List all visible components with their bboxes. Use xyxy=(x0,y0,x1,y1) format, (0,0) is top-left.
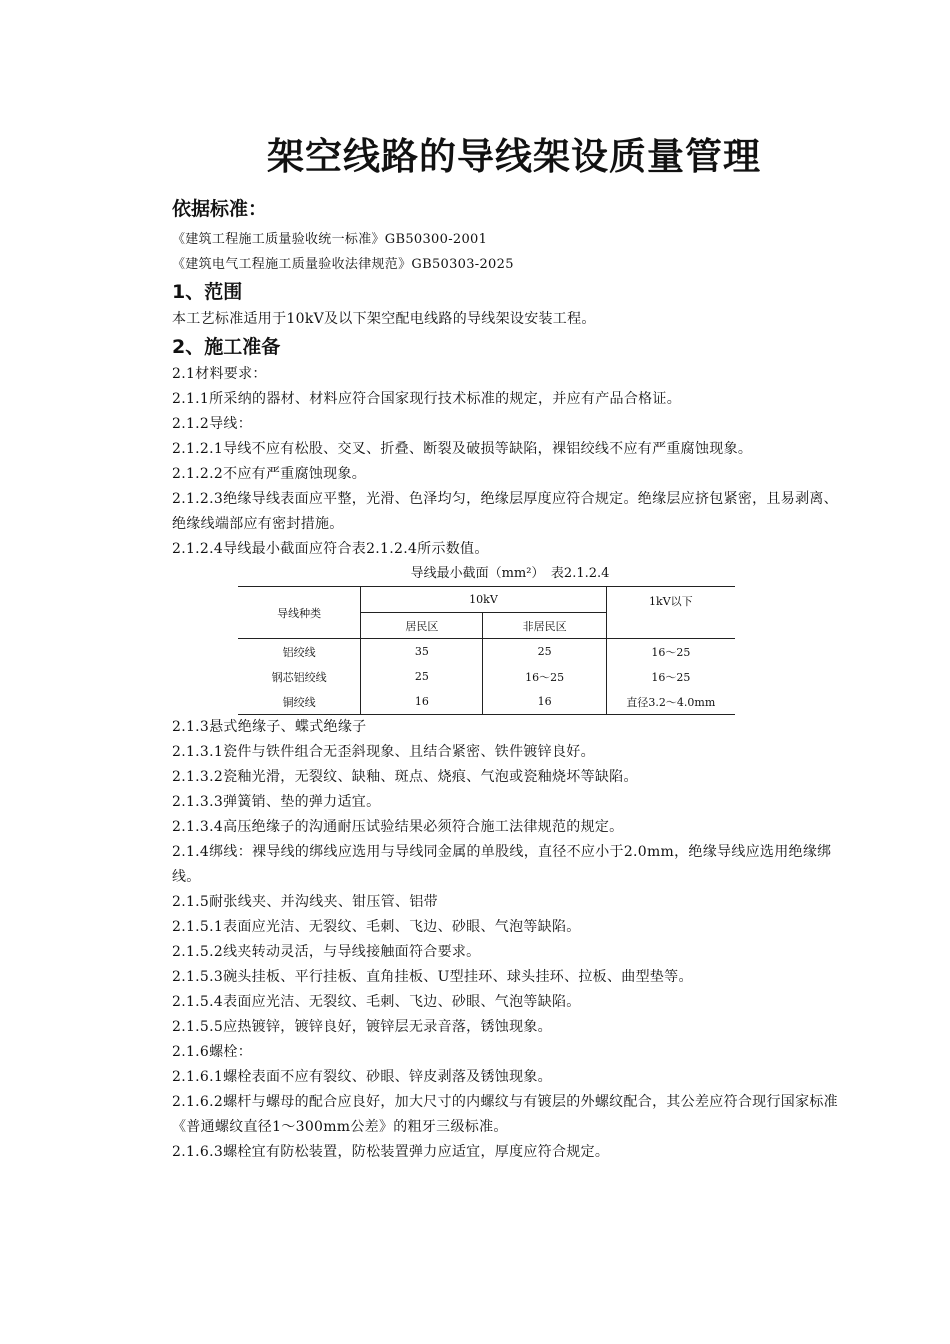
paragraph: 2.1.5.5应热镀锌，镀锌良好，镀锌层无录音落，锈蚀现象。 xyxy=(172,1019,552,1035)
table-header-residential: 居民区 xyxy=(361,613,483,639)
table-cell: 25 xyxy=(361,664,483,689)
table-header-1kv: 1kV以下 xyxy=(606,587,735,639)
paragraph: 2.1.5.3碗头挂板、平行挂板、直角挂板、U型挂环、球头挂环、拉板、曲型垫等。 xyxy=(172,969,693,985)
paragraph: 2.1.2.2不应有严重腐蚀现象。 xyxy=(172,466,367,482)
table-row xyxy=(238,639,735,665)
table-caption: 导线最小截面（mm²） 表2.1.2.4 xyxy=(410,566,610,581)
paragraph: 2.1.6.2螺杆与螺母的配合应良好，加大尺寸的内螺纹与有镀层的外螺纹配合，其公差应符合现行国家标准《普通螺纹直径1～300mm公差》的粗牙三级标准。 xyxy=(172,1094,838,1135)
paragraph: 2.1.6.3螺栓宜有防松装置，防松装置弹力应适宜，厚度应符合规定。 xyxy=(172,1144,610,1160)
basis-heading: 依据标准： xyxy=(172,198,268,220)
paragraph: 2.1.4绑线：裸导线的绑线应选用与导线同金属的单股线，直径不应小于2.0mm，绝缘导线应选用绝缘绑线。 xyxy=(172,844,832,885)
table-cell: 直径3.2～4.0mm xyxy=(606,689,735,715)
standard-ref-2: 《建筑电气工程施工质量验收法律规范》GB50303-2025 xyxy=(172,257,514,272)
table-header-type: 导线种类 xyxy=(238,587,361,639)
table-cell: 钢芯铝绞线 xyxy=(271,670,327,684)
scope-text: 本工艺标准适用于10kV及以下架空配电线路的导线架设安装工程。 xyxy=(172,311,596,327)
scope-heading: 1、范围 xyxy=(172,281,243,303)
paragraph: 2.1.5.4表面应光洁、无裂纹、毛刺、飞边、砂眼、气泡等缺陷。 xyxy=(172,994,581,1010)
paragraph: 2.1材料要求： xyxy=(172,366,267,382)
table-cell: 25 xyxy=(483,639,606,665)
table-row xyxy=(238,664,735,689)
document-body xyxy=(172,194,840,1165)
table-cell: 铝绞线 xyxy=(282,645,316,659)
paragraph: 2.1.3.2瓷釉光滑，无裂纹、缺釉、斑点、烧痕、气泡或瓷釉烧坏等缺陷。 xyxy=(172,769,638,785)
paragraph: 2.1.5.2线夹转动灵活，与导线接触面符合要求。 xyxy=(172,944,481,960)
paragraph: 2.1.6.1螺栓表面不应有裂纹、砂眼、锌皮剥落及锈蚀现象。 xyxy=(172,1069,552,1085)
table-header-nonresidential: 非居民区 xyxy=(483,613,606,639)
paragraph: 2.1.2导线： xyxy=(172,416,253,432)
standard-ref-1: 《建筑工程施工质量验收统一标准》GB50300-2001 xyxy=(172,232,488,247)
min-cross-section-table xyxy=(238,586,735,715)
table-cell: 16 xyxy=(483,689,606,715)
paragraph: 2.1.1所采纳的器材、材料应符合国家现行技术标准的规定，并应有产品合格证。 xyxy=(172,391,682,407)
paragraph: 2.1.3悬式绝缘子、蝶式绝缘子 xyxy=(172,719,367,735)
document-title: 架空线路的导线架设质量管理 xyxy=(267,135,761,178)
table-cell: 16～25 xyxy=(606,664,735,689)
table-row xyxy=(238,689,735,715)
table-cell: 16 xyxy=(361,689,483,715)
table-cell: 铜绞线 xyxy=(238,689,361,715)
table-cell: 16～25 xyxy=(483,664,606,689)
paragraph: 2.1.2.3绝缘导线表面应平整，光滑、色泽均匀，绝缘层厚度应符合规定。绝缘层应挤包紧密，且易剥离、绝缘线端部应有密封措施。 xyxy=(172,491,838,532)
paragraph: 2.1.5耐张线夹、并沟线夹、钳压管、铝带 xyxy=(172,894,438,910)
paragraph: 2.1.2.1导线不应有松股、交叉、折叠、断裂及破损等缺陷，裸铝绞线不应有严重腐蚀现象。 xyxy=(172,441,753,457)
table-cell: 16～25 xyxy=(606,639,735,665)
paragraph: 2.1.2.4导线最小截面应符合表2.1.2.4所示数值。 xyxy=(172,541,489,557)
paragraph: 2.1.3.3弹簧销、垫的弹力适宜。 xyxy=(172,794,381,810)
paragraph: 2.1.3.1瓷件与铁件组合无歪斜现象、且结合紧密、铁件镀锌良好。 xyxy=(172,744,595,760)
paragraph: 2.1.5.1表面应光洁、无裂纹、毛刺、飞边、砂眼、气泡等缺陷。 xyxy=(172,919,581,935)
table-cell: 35 xyxy=(361,639,483,665)
paragraph: 2.1.3.4高压绝缘子的沟通耐压试验结果必须符合施工法律规范的规定。 xyxy=(172,819,624,835)
table-header-10kv: 10kV xyxy=(361,587,606,613)
paragraph: 2.1.6螺栓： xyxy=(172,1044,253,1060)
prep-heading: 2、施工准备 xyxy=(172,336,281,358)
